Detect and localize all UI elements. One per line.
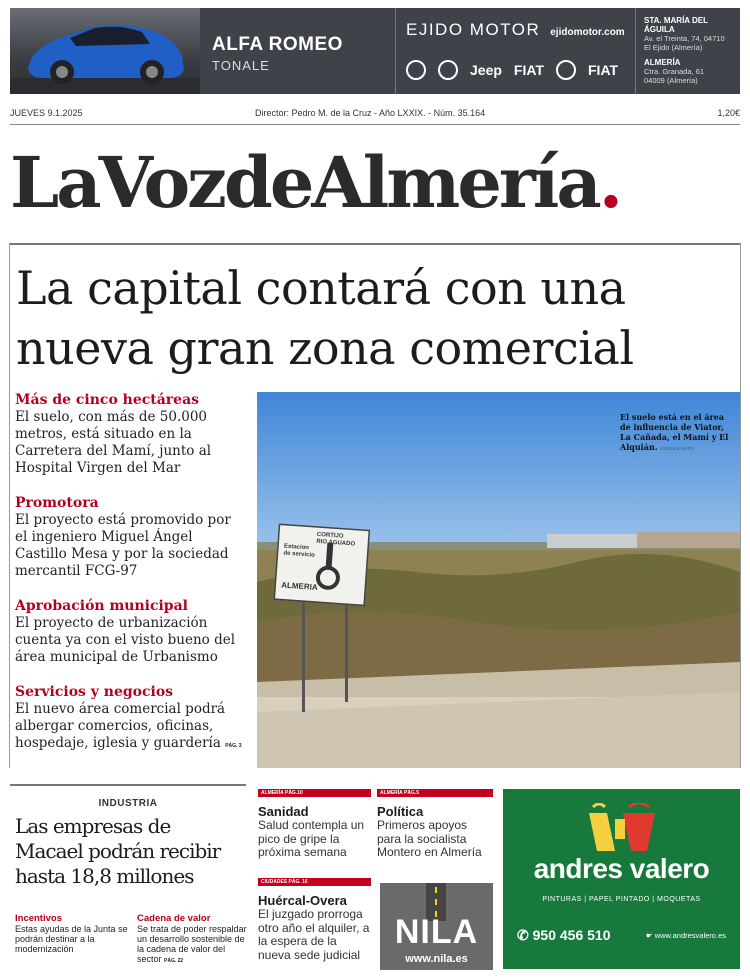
alfa-logo-icon xyxy=(406,60,426,80)
brief-body: Salud contempla un pico de gripe la próxima semana xyxy=(258,818,365,859)
point-title: Promotora xyxy=(15,495,99,511)
dealer-name: EJIDO MOTOR xyxy=(406,20,541,39)
headline-line2: nueva gran zona comercial xyxy=(16,321,634,375)
road-sign-text xyxy=(281,530,356,594)
caption-text: El suelo está en el área de influencia de Viator, La Cañada, el Mamí y El Alquián. xyxy=(620,412,729,452)
nila-name: NILA xyxy=(394,913,479,951)
sign-line: Estacion xyxy=(283,543,310,552)
headline-line: hasta 18,8 millones xyxy=(15,864,194,888)
main-photo xyxy=(257,392,740,768)
pointer-icon: ☛ xyxy=(645,931,655,940)
point-body: El suelo, con más de 50.000 metros, está situado en la Carretera del Mamí, junto al Hospital Virgen del Mar xyxy=(15,409,212,476)
address1-line1: Av. el Treinta, 74, 04710 xyxy=(644,34,725,43)
brief-tag: ALMERÍA PÁG.10 xyxy=(258,789,371,797)
point-body: El proyecto está promovido por el ingeniero Miguel Ángel Castillo Mesa y por la sociedad mercantil FCG-97 xyxy=(15,512,231,579)
brand-logos xyxy=(406,60,635,80)
brief-politica[interactable] xyxy=(377,789,493,860)
sub-title: Incentivos xyxy=(15,913,62,924)
point-title: Aprobación municipal xyxy=(15,598,188,614)
masthead-part2: deAlmería xyxy=(223,141,599,224)
masthead-part1: LaVoz xyxy=(10,141,224,224)
citroen-logo-icon xyxy=(438,60,458,80)
valero-tagline: PINTURAS | PAPEL PINTADO | MOQUETAS xyxy=(542,896,701,903)
sign-line: CORTIJO xyxy=(316,531,344,540)
story-point xyxy=(15,598,247,666)
story-point xyxy=(15,392,247,477)
phone-icon: ✆ xyxy=(517,927,533,943)
nila-advertisement[interactable] xyxy=(380,883,493,970)
director-info: Director: Pedro M. de la Cruz - Año LXXIX. - Núm. 35.164 xyxy=(255,108,486,118)
industria-headline[interactable] xyxy=(15,814,250,889)
dealer-addresses xyxy=(635,8,740,94)
sign-line: ALMERIA xyxy=(280,580,318,592)
nila-web: www.nila.es xyxy=(405,953,468,965)
jeep-logo: Jeep xyxy=(470,62,502,78)
address2-line1: Ctra. Granada, 61 xyxy=(644,67,705,76)
headline-line: Macael podrán recibir xyxy=(15,839,221,863)
headline-line1: La capital contará con una xyxy=(16,261,626,315)
masthead-dot: . xyxy=(598,141,621,224)
address2-line2: 04009 (Almería) xyxy=(644,76,698,85)
issue-date: JUEVES 9.1.2025 xyxy=(10,108,83,118)
fiat-logo: FIAT xyxy=(513,62,544,78)
brief-body: El juzgado prorroga otro año el alquiler, a la espera de la nueva sede judicial xyxy=(258,907,370,962)
address2-title: ALMERÍA xyxy=(644,58,681,67)
model-name: TONALE xyxy=(212,58,270,73)
car-brand xyxy=(200,8,395,94)
abarth-logo-icon xyxy=(556,60,576,80)
story-point xyxy=(15,495,247,580)
point-body: El proyecto de urbanización cuenta ya con el visto bueno del área municipal de Urbanismo xyxy=(15,615,236,665)
photo-credit: GOOGLE MAPS xyxy=(660,446,694,451)
divider xyxy=(10,784,246,786)
car-image xyxy=(10,8,200,94)
dealer-web[interactable]: ejidomotor.com xyxy=(550,27,625,38)
price: 1,20€ xyxy=(717,108,740,118)
brief-title: Sanidad xyxy=(258,804,309,819)
dealer-block xyxy=(395,8,635,94)
brief-sanidad[interactable] xyxy=(258,789,371,860)
valero-name: andres valero xyxy=(533,853,710,884)
valero-phone[interactable]: 950 456 510 xyxy=(532,927,611,943)
brief-title: Huércal-Overa xyxy=(258,893,347,908)
fiat-professional-logo: FIAT xyxy=(588,62,619,78)
divider xyxy=(10,243,740,245)
photo-caption xyxy=(620,412,730,454)
frame-line xyxy=(740,243,741,768)
brand-name: ALFA ROMEO xyxy=(212,34,343,55)
page-ref[interactable]: PÁG. 22 xyxy=(164,958,184,964)
brief-huercal-overa[interactable] xyxy=(258,878,371,962)
address1-title: STA. MARÍA DEL ÁGUILA xyxy=(644,16,708,34)
valero-web[interactable]: www.andresvalero.es xyxy=(654,931,726,940)
brief-tag: CIUDADES PÁG. 16 xyxy=(258,878,371,886)
divider xyxy=(10,124,740,125)
top-advertisement[interactable] xyxy=(10,8,740,94)
paint-bucket-logo-icon xyxy=(585,803,659,851)
story-points xyxy=(15,392,247,773)
story-point xyxy=(15,684,247,755)
industria-sub2 xyxy=(137,914,252,966)
sub-body: Estas ayudas de la Junta se podrán destinar a la modernización xyxy=(15,924,128,954)
point-body: El nuevo área comercial podrá albergar comercios, oficinas, hospedaje, iglesia y guardería xyxy=(15,701,226,751)
sign-line: de servicio xyxy=(283,550,315,559)
point-title: Más de cinco hectáreas xyxy=(15,392,200,408)
headline-line: Las empresas de xyxy=(15,814,171,838)
page-ref[interactable]: PÁG. 3 xyxy=(225,743,242,749)
sub-title: Cadena de valor xyxy=(137,913,211,924)
section-label: INDUSTRIA xyxy=(98,798,158,809)
andres-valero-advertisement[interactable] xyxy=(503,789,740,969)
sub-body: Se trata de poder respaldar un desarrollo sostenible de la cadena de valor del sector xyxy=(137,924,247,964)
frame-line xyxy=(9,243,10,768)
address1-line2: El Ejido (Almería) xyxy=(644,43,703,52)
brief-tag: ALMERÍA PÁG.5 xyxy=(377,789,493,797)
point-title: Servicios y negocios xyxy=(15,684,174,700)
masthead-logo[interactable] xyxy=(10,140,740,225)
brief-title: Política xyxy=(377,804,424,819)
brief-body: Primeros apoyos para la socialista Montero en Almería xyxy=(377,818,482,859)
sign-line: RIO AGUADO xyxy=(316,538,356,548)
industria-sub1 xyxy=(15,914,130,954)
main-headline[interactable] xyxy=(16,258,736,378)
